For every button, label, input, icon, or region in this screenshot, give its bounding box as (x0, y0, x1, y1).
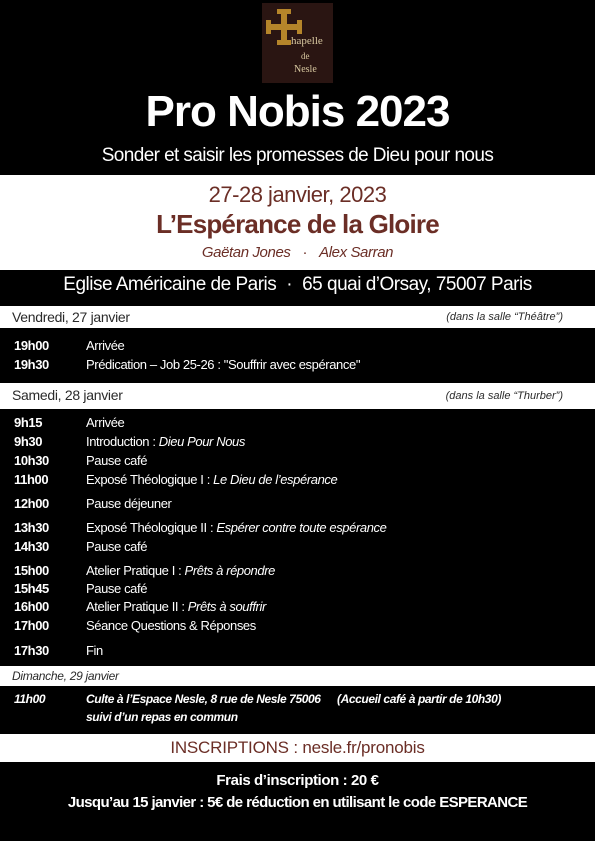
venue-church: Eglise Américaine de Paris (63, 274, 277, 295)
row-activity: Prédication – Job 25-26 : "Souffrir avec espérance" (86, 357, 361, 372)
row-time: 16h00 (14, 599, 49, 614)
speaker-2: Alex Sarran (319, 244, 394, 261)
page-title: Pro Nobis 2023 (145, 87, 450, 136)
event-dates: 27-28 janvier, 2023 (208, 182, 387, 207)
row-time: 14h30 (14, 539, 49, 554)
speaker-1: Gaëtan Jones (201, 244, 291, 261)
row-time: 12h00 (14, 496, 49, 511)
row-time: 15h45 (14, 581, 49, 596)
venue-separator: · (286, 274, 293, 295)
row-time: 10h30 (14, 453, 49, 468)
row-activity: Arrivée (86, 415, 125, 430)
inscriptions-link[interactable]: INSCRIPTIONS : nesle.fr/pronobis (170, 738, 425, 757)
row-time: 11h00 (14, 472, 49, 487)
row-time: 19h30 (14, 357, 49, 372)
day-name: Samedi, 28 janvier (12, 387, 123, 403)
row-time: 17h30 (14, 643, 49, 658)
row-activity: Atelier Pratique I : Prêts à répondre (86, 563, 275, 578)
day-room: (dans la salle “Théâtre”) (446, 311, 563, 323)
row-time: 9h30 (14, 434, 43, 449)
row-time: 13h30 (14, 520, 49, 535)
row-time: 15h00 (14, 563, 49, 578)
row-time: 11h00 (14, 692, 46, 706)
logo-line-1: hapelle (291, 35, 323, 47)
speaker-separator: · (302, 244, 308, 261)
row-activity: Exposé Théologique II : Espérer contre toute espérance (86, 520, 387, 535)
row-time: 17h00 (14, 618, 49, 633)
row-time: 9h15 (14, 415, 43, 430)
logo-line-3: Nesle (294, 64, 317, 75)
row-activity: Pause déjeuner (86, 496, 172, 511)
page-subtitle: Sonder et saisir les promesses de Dieu pour nous (101, 145, 494, 166)
row-activity: Fin (86, 643, 103, 658)
venue-address: 65 quai d’Orsay, 75007 Paris (302, 274, 532, 295)
day-header-friday (0, 306, 595, 328)
row-activity: Culte à l’Espace Nesle, 8 rue de Nesle 75006 (86, 692, 321, 706)
early-discount: Jusqu’au 15 janvier : 5€ de réduction en utilisant le code ESPERANCE (67, 794, 528, 811)
day-header-saturday (0, 383, 595, 409)
day-header-sunday (0, 666, 595, 686)
row-activity: Introduction : Dieu Pour Nous (86, 434, 245, 449)
day-room: (dans la salle “Thurber”) (445, 390, 563, 402)
row-activity: Pause café (86, 539, 148, 554)
event-theme: L’Espérance de la Gloire (156, 209, 439, 239)
row-activity: suivi d’un repas en commun (86, 710, 238, 724)
row-activity: Exposé Théologique I : Le Dieu de l’espérance (86, 472, 338, 487)
registration-fee: Frais d’inscription : 20 € (216, 772, 379, 789)
row-time: 19h00 (14, 338, 49, 353)
chapelle-logo (262, 3, 333, 83)
speakers (0, 244, 595, 261)
venue (0, 274, 595, 296)
day-name: Vendredi, 27 janvier (12, 309, 130, 325)
logo-line-2: de (301, 51, 310, 61)
row-activity: Pause café (86, 453, 148, 468)
row-activity: Séance Questions & Réponses (86, 618, 256, 633)
row-activity: Arrivée (86, 338, 125, 353)
row-activity: Atelier Pratique II : Prêts à souffrir (86, 599, 266, 614)
row-activity: Pause café (86, 581, 148, 596)
row-note: (Accueil café à partir de 10h30) (337, 692, 501, 706)
day-name: Dimanche, 29 janvier (12, 669, 119, 683)
